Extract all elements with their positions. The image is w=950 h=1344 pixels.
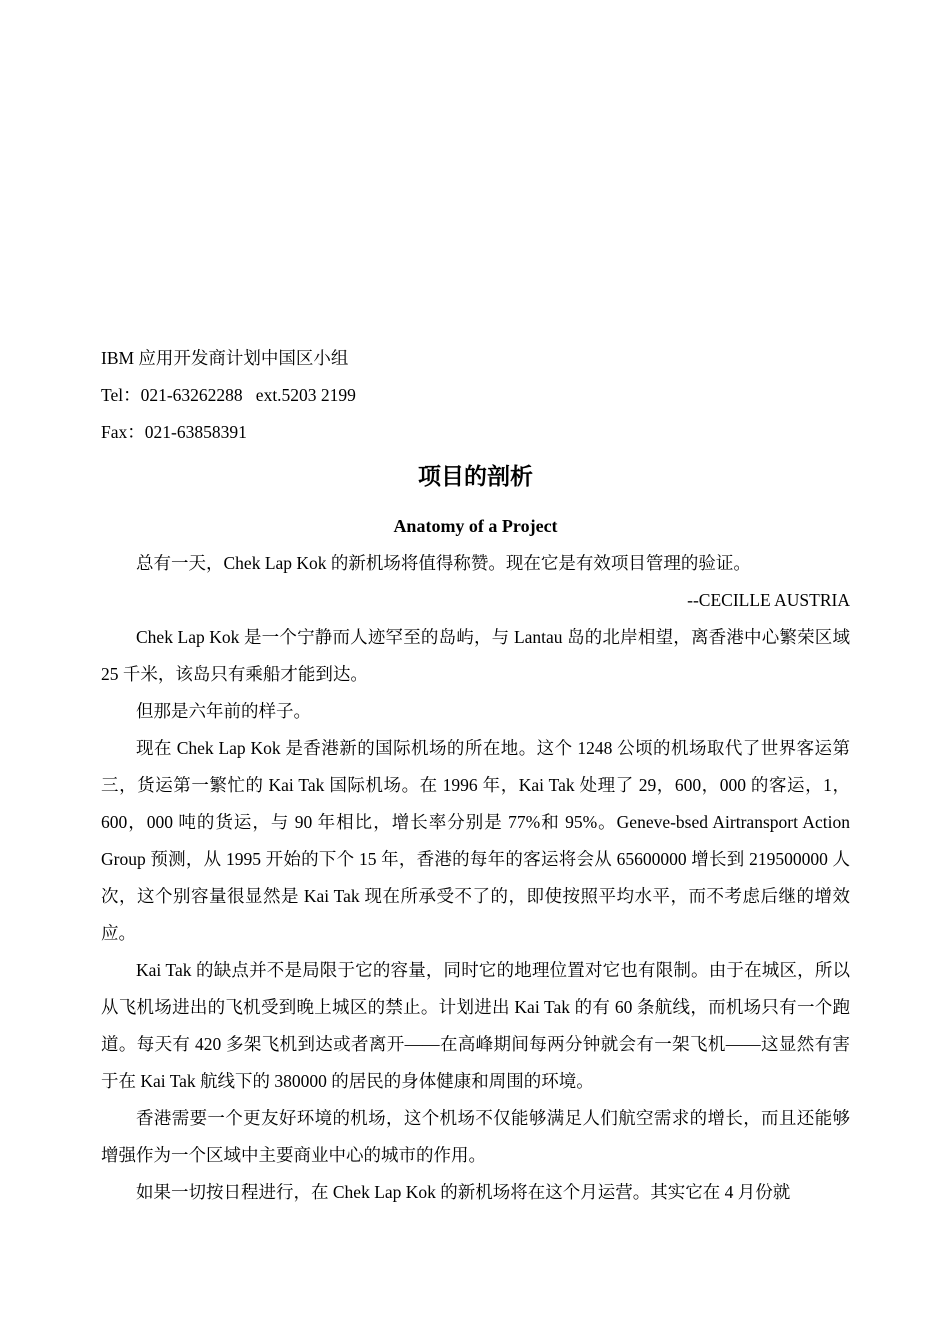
article-subtitle: Anatomy of a Project — [393, 516, 558, 536]
contact-tel: Tel：021-63262288 ext.5203 2199 — [101, 385, 356, 405]
paragraph: Kai Tak 的缺点并不是局限于它的容量，同时它的地理位置对它也有限制。由于在城区，所以从飞机场进出的飞机受到晚上城区的禁止。计划进出 Kai Tak 的有 60 条航线，而机场只有一个跑道。每天有 420 多架飞机到达或者离开——在高峰期间每两分钟就会有一架飞机——这显然有害于在 Kai Tak 航线下的 380000 的居民的身体健康和周围的环境。 — [101, 960, 850, 1091]
paragraph: 香港需要一个更友好环境的机场，这个机场不仅能够满足人们航空需求的增长，而且还能够增强作为一个区域中主要商业中心的城市的作用。 — [101, 1108, 850, 1165]
article-author: --CECILLE AUSTRIA — [687, 590, 850, 610]
contact-fax: Fax：021-63858391 — [101, 422, 247, 442]
paragraph: 现在 Chek Lap Kok 是香港新的国际机场的所在地。这个 1248 公顷的机场取代了世界客运第三，货运第一繁忙的 Kai Tak 国际机场。在 1996 年，Kai Tak 处理了 29，600，000 的客运，1，600，000 吨的货运，与 90 年相比，增长率分别是 77%和 95%。Geneve-bsed Airtransport Action Group 预测，从 1995 开始的下个 15 年，香港的每年的客运将会从 65600000 增长到 219500000 人次，这个别容量很显然是 Kai Tak 现在所承受不了的，即使按照平均水平，而不考虑后继的增效应。 — [101, 738, 850, 943]
paragraph: 如果一切按日程进行，在 Chek Lap Kok 的新机场将在这个月运营。其实它在 4 月份就 — [136, 1182, 791, 1202]
document-page — [101, 340, 850, 1211]
paragraph: Chek Lap Kok 是一个宁静而人迹罕至的岛屿，与 Lantau 岛的北岸相望，离香港中心繁荣区域 25 千米，该岛只有乘船才能到达。 — [101, 627, 850, 684]
paragraph: 但那是六年前的样子。 — [136, 701, 311, 721]
paragraph-intro: 总有一天，Chek Lap Kok 的新机场将值得称赞。现在它是有效项目管理的验证。 — [136, 553, 751, 573]
contact-org: IBM 应用开发商计划中国区小组 — [101, 348, 349, 368]
article-title: 项目的剖析 — [418, 464, 533, 490]
